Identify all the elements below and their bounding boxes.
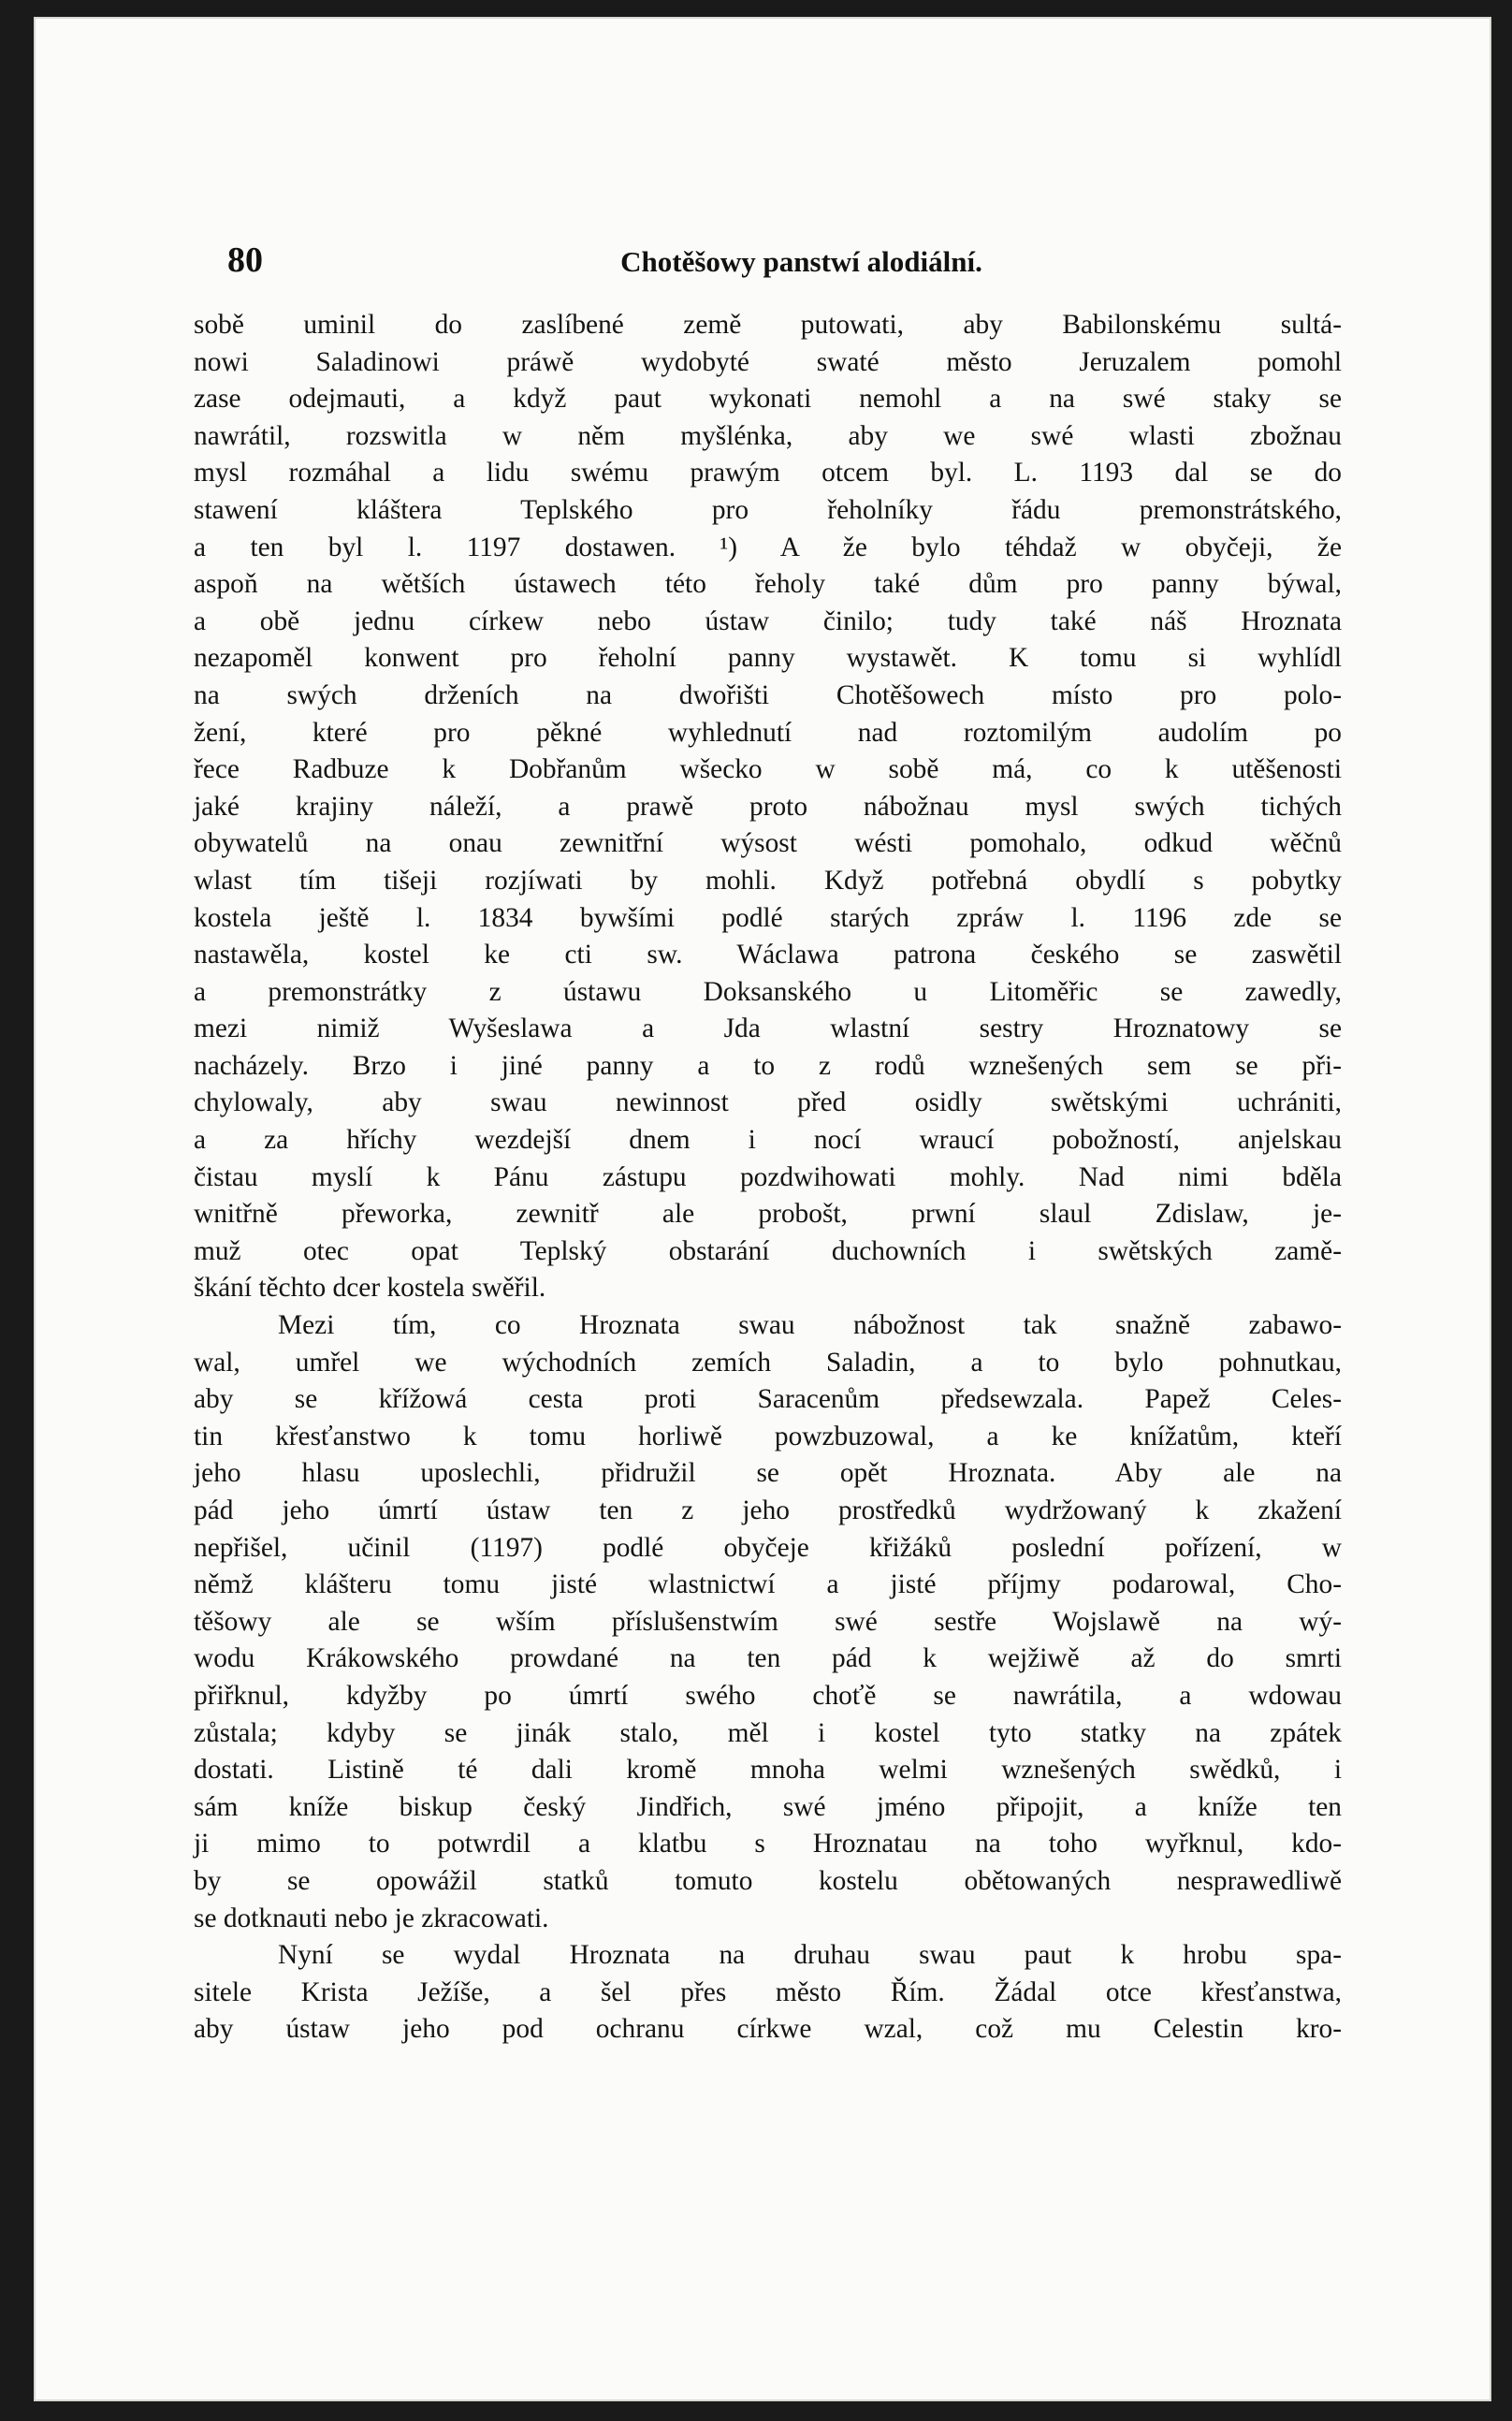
text-line: a premonstrátky z ústawu Doksanského u Litoměřic se zawedly, [194,976,1342,1007]
text-line: muž otec opat Teplský obstarání duchowních i swětských zamě- [194,1235,1342,1266]
text-line: na swých drženích na dwořišti Chotěšowech místo pro polo- [194,679,1342,710]
text-line: zase odejmauti, a když paut wykonati nemohl a na swé staky se [194,384,1342,415]
text-line: jeho hlasu uposlechli, přidružil se opět Hroznata. Aby ale na [194,1458,1342,1489]
text-line: kostela ještě l. 1834 bywšími podlé starých zpráw l. 1196 zde se [194,902,1342,933]
text-line: a obě jednu církew nebo ústaw činilo; tudy také náš Hroznata [194,605,1342,636]
text-line: zůstala; kdyby se jinák stalo, měl i kostel tyto statky na zpátek [194,1717,1342,1748]
text-line: pád jeho úmrtí ústaw ten z jeho prostředků wydržowaný k zkažení [194,1495,1342,1525]
text-line: wnitřně přeworka, zewnitř ale probošt, prwní slaul Zdislaw, je- [194,1199,1342,1230]
text-line: wal, umřel we wýchodních zemích Saladin, a to bylo pohnutkau, [194,1347,1342,1378]
text-line: němž klášteru tomu jisté wlastnictwí a jisté příjmy podarowal, Cho- [194,1569,1342,1600]
text-line: těšowy ale se wším příslušenstwím swé sestře Wojslawě na wý- [194,1606,1342,1637]
text-line: se dotknauti nebo je zkracowati. [194,1903,549,1933]
running-title: Chotěšowy panstwí alodiální. [620,245,982,278]
text-line: stawení kláštera Teplského pro řeholníky řádu premonstrátského, [194,494,1342,525]
text-line: dostati. Listině té dali kromě mnoha welmi wznešených swědků, i [194,1755,1342,1786]
text-line: mezi nimiž Wyšeslawa a Jda wlastní sestry Hroznatowy se [194,1014,1342,1044]
text-line: nowi Saladinowi práwě wydobyté swaté město Jeruzalem pomohl [194,346,1342,377]
text-line: wlast tím tišeji rozjíwati by mohli. Když potřebná obydlí s pobytky [194,865,1342,896]
text-line: nacházely. Brzo i jiné panny a to z rodů wznešených sem se při- [194,1050,1342,1081]
text-line: přiřknul, kdyžby po úmrtí swého choťě se nawrátila, a wdowau [194,1680,1342,1711]
text-line: wodu Krákowského prowdané na ten pád k wejžiwě až do smrti [194,1643,1342,1674]
page-header [227,240,1375,296]
text-line: nawrátil, rozswitla w něm myšlénka, aby we swé wlasti zbožnau [194,420,1342,451]
text-line: obywatelů na onau zewnitřní wýsost wésti pomohalo, odkud wěčnů [194,828,1342,859]
text-line: by se opowážil statků tomuto kostelu obětowaných nesprawedliwě [194,1865,1342,1896]
text-line: řece Radbuze k Dobřanům wšecko w sobě má, co k utěšenosti [194,754,1342,785]
page-number: 80 [227,241,263,280]
text-line: mysl rozmáhal a lidu swému prawým otcem byl. L. 1193 dal se do [194,458,1342,489]
text-line: aby se křížowá cesta proti Saracenům předsewzala. Papež Celes- [194,1384,1342,1415]
text-line: Mezi tím, co Hroznata swau nábožnost tak snažně zabawo- [278,1310,1342,1341]
body-text [194,307,1342,2049]
text-line: aby ústaw jeho pod ochranu církwe wzal, což mu Celestin kro- [194,2014,1342,2045]
text-line: Nyní se wydal Hroznata na druhau swau paut k hrobu spa- [278,1940,1342,1971]
text-line: tin křesťanstwo k tomu horliwě powzbuzowal, a ke knížatům, kteří [194,1421,1342,1451]
text-line: aspoň na wětších ústawech této řeholy také dům pro panny býwal, [194,569,1342,600]
text-line: žení, které pro pěkné wyhlednutí nad roztomilým audolím po [194,717,1342,748]
text-line: škání těchto dcer kostela swěřil. [194,1273,546,1304]
text-line: a za hříchy wezdejší dnem i nocí wraucí pobožností, anjelskau [194,1125,1342,1156]
text-line: ji mimo to potwrdil a klatbu s Hroznatau na toho wyřknul, kdo- [194,1829,1342,1860]
text-line: čistau myslí k Pánu zástupu pozdwihowati mohly. Nad nimi bděla [194,1161,1342,1192]
text-line: nepřišel, učinil (1197) podlé obyčeje křižáků poslední pořízení, w [194,1532,1342,1563]
text-line: nastawěla, kostel ke cti sw. Wáclawa patrona českého se zaswětil [194,940,1342,970]
text-line: sobě uminil do zaslíbené země putowati, aby Babilonskému sultá- [194,310,1342,340]
text-line: a ten byl l. 1197 dostawen. ¹) A že bylo téhdaž w obyčeji, že [194,532,1342,562]
text-line: jaké krajiny náleží, a prawě proto nábožnau mysl swých tichých [194,791,1342,822]
text-line: nezapoměl konwent pro řeholní panny wystawět. K tomu si wyhlídl [194,643,1342,674]
text-line: sitele Krista Ježíše, a šel přes město Řím. Žádal otce křesťanstwa, [194,1976,1342,2007]
text-line: sám kníže biskup český Jindřich, swé jméno připojit, a kníže ten [194,1791,1342,1822]
text-line: chylowaly, aby swau newinnost před osidly swětskými uchrániti, [194,1087,1342,1118]
